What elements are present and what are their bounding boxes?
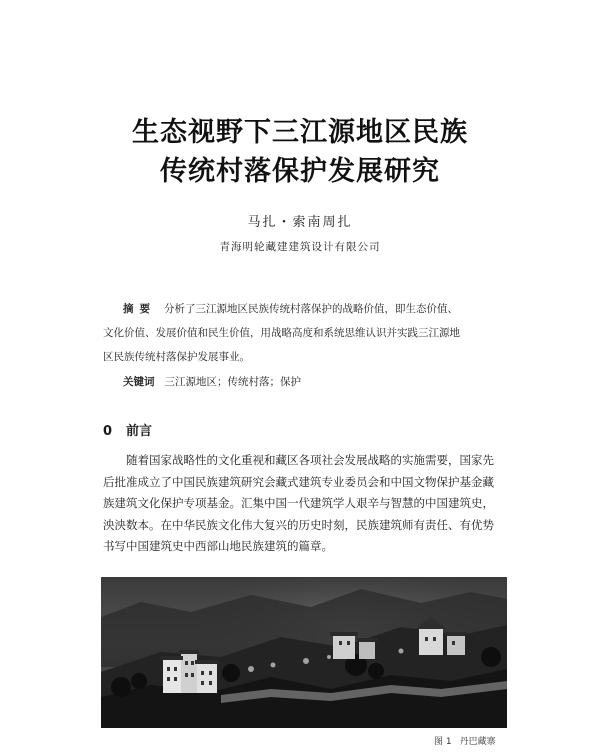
body-line: 后批准成立了中国民族建筑研究会藏式建筑专业委员会和中国文物保护基金藏 [103, 474, 494, 489]
authors: 马扎・索南周扎 [247, 215, 353, 230]
village-photo-illustration [101, 577, 507, 728]
figure-caption-text: 丹巴藏寨 [459, 737, 496, 747]
title-line-1: 生态视野下三江源地区民族 [132, 117, 468, 148]
body-paragraph [103, 450, 507, 558]
section-heading [103, 420, 152, 439]
body-line: 泱泱数本。在中华民族文化伟大复兴的历史时刻，民族建筑师有责任、有优势 [103, 517, 494, 532]
abstract-text: 分析了三江源地区民族传统村落保护的战略价值，即生态价值、 [164, 303, 458, 315]
title-line-2: 传统村落保护发展研究 [160, 156, 440, 187]
keywords-label: 关键词 [123, 376, 155, 388]
abstract-line [103, 297, 507, 321]
figure-photo [101, 577, 507, 728]
body-line: 随着国家战略性的文化重视和藏区各项社会发展战略的实施需要，国家先 [126, 453, 494, 467]
affiliation: 青海明轮藏建建筑设计有限公司 [219, 241, 381, 253]
keywords [123, 374, 301, 389]
body-line: 书写中国建筑史中西部山地民族建筑的篇章。 [103, 539, 333, 554]
abstract-line: 区民族传统村落保护发展事业。 [103, 351, 250, 363]
abstract-label: 摘要 [123, 303, 156, 315]
section-title: 前言 [126, 424, 153, 439]
section-number: 0 [103, 424, 113, 439]
abstract [103, 297, 507, 369]
abstract-line: 文化价值、发展价值和民生价值，用战略高度和系统思维认识并实践三江源地 [103, 327, 460, 339]
figure-caption [434, 734, 496, 747]
body-line: 族建筑文化保护专项基金。汇集中国一代建筑学人艰辛与智慧的中国建筑史， [103, 496, 494, 511]
figure-caption-number: 图 1 [434, 737, 452, 747]
keywords-text: 三江源地区；传统村落；保护 [164, 376, 301, 388]
